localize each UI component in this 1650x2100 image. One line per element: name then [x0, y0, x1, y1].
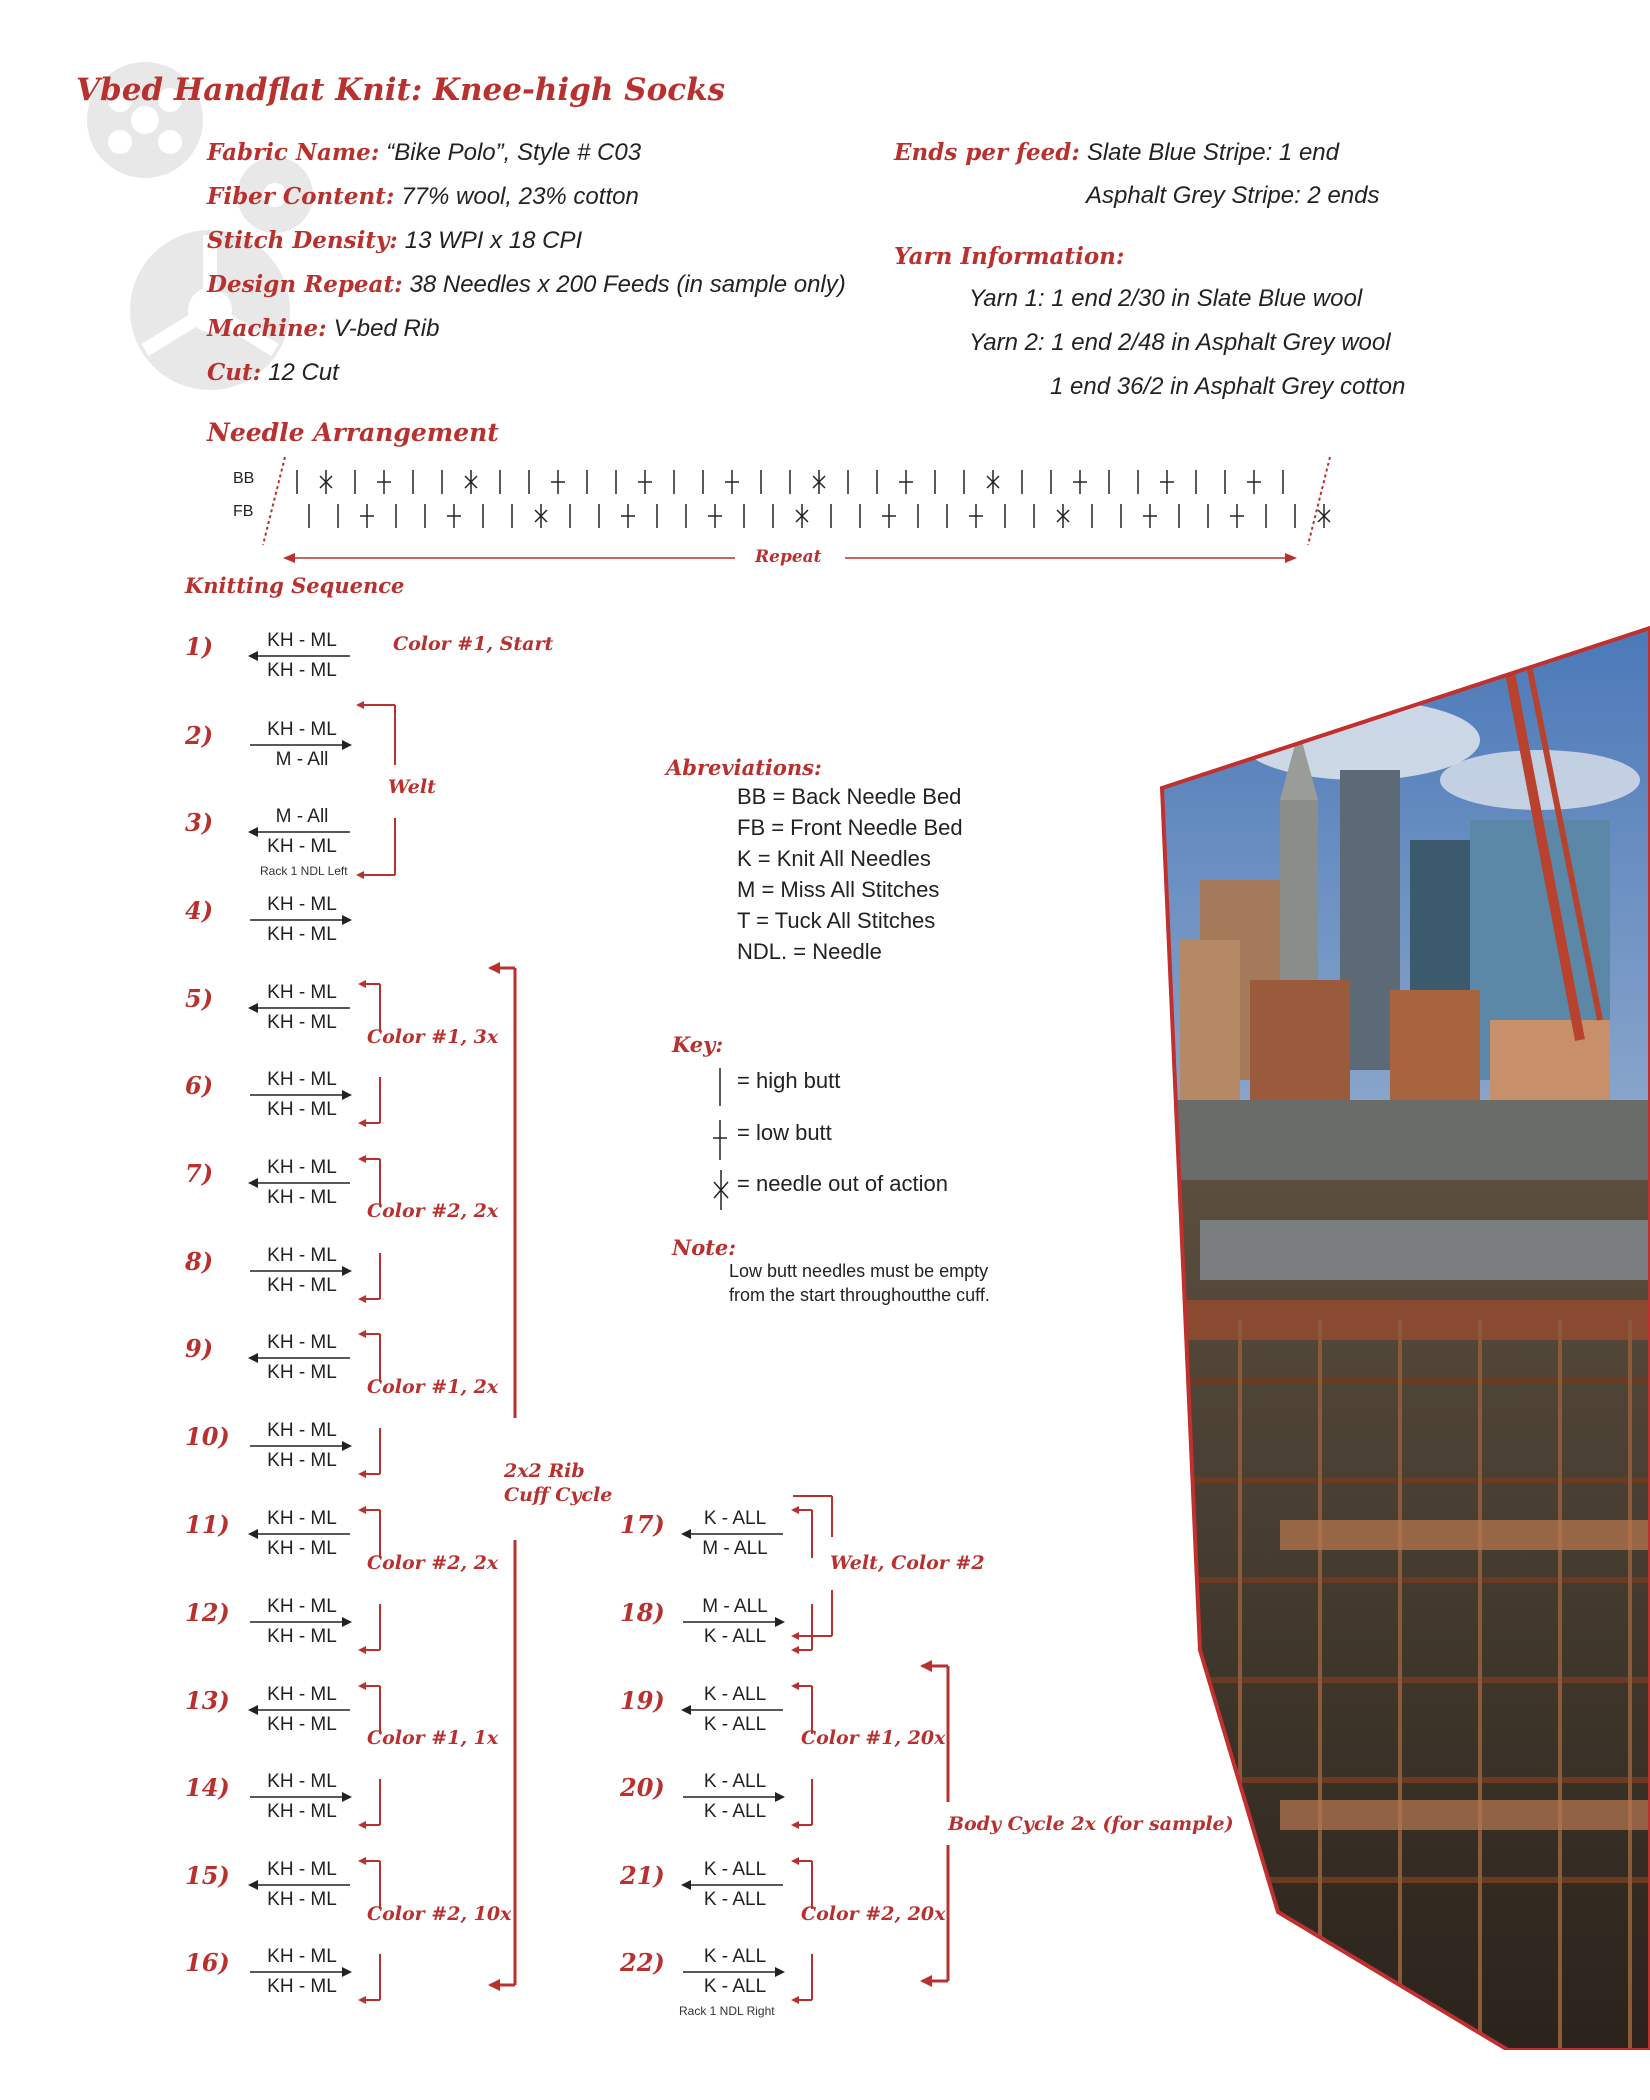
step-top-operation: KH - ML	[267, 1157, 337, 1178]
label-color2-10x: Color #2, 10x	[367, 1903, 512, 1925]
step-number: 16)	[185, 1948, 230, 1977]
step-top-operation: KH - ML	[267, 1771, 337, 1792]
step-number: 9)	[185, 1334, 214, 1363]
step-top-operation: KH - ML	[267, 719, 337, 740]
yarn-heading: Yarn Information:	[894, 243, 1125, 270]
key-high-butt: = high butt	[737, 1068, 841, 1093]
abbreviation-item: BB = Back Needle Bed	[737, 784, 962, 809]
label-color1-3x: Color #1, 3x	[367, 1026, 499, 1048]
step-number: 22)	[620, 1948, 665, 1977]
page-title: Vbed Handflat Knit: Knee-high Socks	[76, 72, 726, 108]
step-bottom-operation: KH - ML	[267, 1450, 337, 1471]
step-number: 7)	[185, 1159, 214, 1188]
yarn-line-2: Yarn 2: 1 end 2/48 in Asphalt Grey wool	[969, 329, 1391, 356]
step-bottom-operation: KH - ML	[267, 836, 337, 857]
step-bottom-operation: KH - ML	[267, 1976, 337, 1997]
label-body-cycle: Body Cycle 2x (for sample)	[948, 1813, 1234, 1835]
abbreviations-heading: Abreviations:	[666, 755, 822, 780]
key-low-butt: = low butt	[737, 1120, 832, 1145]
step-top-operation: K - ALL	[703, 1684, 767, 1705]
label-color1-start: Color #1, Start	[393, 633, 554, 655]
machine-field: Machine: V-bed Rib	[207, 315, 440, 342]
step-top-operation: KH - ML	[267, 1859, 337, 1880]
step-bottom-operation: KH - ML	[267, 924, 337, 945]
step-bottom-operation: K - ALL	[703, 1801, 767, 1822]
label-color2-20x: Color #2, 20x	[801, 1903, 946, 1925]
design-repeat-field: Design Repeat: 38 Needles x 200 Feeds (in sample only)	[207, 271, 846, 298]
step-number: 12)	[185, 1598, 230, 1627]
step-number: 15)	[185, 1861, 230, 1890]
step-number: 18)	[620, 1598, 665, 1627]
step-top-operation: K - ALL	[703, 1771, 767, 1792]
step-top-operation: K - ALL	[703, 1946, 767, 1967]
step-top-operation: KH - ML	[267, 1508, 337, 1529]
label-color1-1x: Color #1, 1x	[367, 1727, 499, 1749]
ends-per-feed-field: Ends per feed: Slate Blue Stripe: 1 end	[894, 139, 1339, 166]
label-color1-2x: Color #1, 2x	[367, 1376, 499, 1398]
key-heading: Key:	[672, 1032, 724, 1057]
label-color2-2x-b: Color #2, 2x	[367, 1552, 499, 1574]
cut-field: Cut: 12 Cut	[207, 359, 339, 386]
stitch-density-field: Stitch Density: 13 WPI x 18 CPI	[207, 227, 583, 254]
step-bottom-operation: K - ALL	[703, 1976, 767, 1997]
step-top-operation: KH - ML	[267, 1684, 337, 1705]
step-number: 2)	[185, 721, 214, 750]
key-out-of-action: = needle out of action	[737, 1171, 948, 1196]
step-bottom-operation: KH - ML	[267, 1801, 337, 1822]
label-welt-color2: Welt, Color #2	[830, 1552, 985, 1574]
note-line-1: Low butt needles must be empty	[729, 1261, 989, 1281]
step-bottom-operation: KH - ML	[267, 1626, 337, 1647]
label-cuff-cycle-2: Cuff Cycle	[504, 1484, 613, 1506]
step-top-operation: K - ALL	[703, 1508, 767, 1529]
step-number: 8)	[185, 1247, 214, 1276]
step-note: Rack 1 NDL Left	[260, 864, 348, 878]
step-number: 5)	[185, 984, 214, 1013]
out-of-action-icon	[712, 1168, 730, 1212]
step-top-operation: KH - ML	[267, 1596, 337, 1617]
step-top-operation: KH - ML	[267, 1069, 337, 1090]
step-top-operation: K - ALL	[703, 1859, 767, 1880]
step-top-operation: M - All	[275, 806, 329, 827]
step-bottom-operation: KH - ML	[267, 1275, 337, 1296]
step-number: 14)	[185, 1773, 230, 1802]
step-bottom-operation: K - ALL	[703, 1889, 767, 1910]
yarn-line-1: Yarn 1: 1 end 2/30 in Slate Blue wool	[969, 285, 1363, 312]
yarn-line-3: 1 end 36/2 in Asphalt Grey cotton	[1050, 373, 1406, 400]
note-line-2: from the start throughoutthe cuff.	[729, 1285, 990, 1305]
step-bottom-operation: KH - ML	[267, 1714, 337, 1735]
step-number: 10)	[185, 1422, 230, 1451]
step-bottom-operation: KH - ML	[267, 1538, 337, 1559]
cityscape-photo	[1160, 620, 1650, 2050]
ends-per-feed-line2: Asphalt Grey Stripe: 2 ends	[1086, 182, 1380, 209]
step-bottom-operation: K - ALL	[703, 1714, 767, 1735]
bb-label: BB	[233, 470, 255, 487]
step-number: 11)	[185, 1510, 230, 1539]
step-number: 17)	[620, 1510, 665, 1539]
note-heading: Note:	[672, 1235, 737, 1260]
step-bottom-operation: M - ALL	[702, 1538, 768, 1559]
step-top-operation: KH - ML	[267, 1332, 337, 1353]
step-number: 20)	[620, 1773, 665, 1802]
step-bottom-operation: KH - ML	[267, 1889, 337, 1910]
abbreviation-item: M = Miss All Stitches	[737, 877, 940, 902]
step-note: Rack 1 NDL Right	[679, 2004, 775, 2018]
fabric-name-field: Fabric Name: “Bike Polo”, Style # C03	[207, 139, 642, 166]
knitting-sequence-heading: Knitting Sequence	[185, 573, 405, 598]
abbreviation-item: FB = Front Needle Bed	[737, 815, 963, 840]
repeat-label: Repeat	[755, 547, 822, 567]
step-number: 19)	[620, 1686, 665, 1715]
fb-label: FB	[233, 503, 254, 520]
step-top-operation: KH - ML	[267, 1946, 337, 1967]
step-bottom-operation: M - All	[275, 749, 329, 770]
step-number: 3)	[185, 808, 214, 837]
step-top-operation: KH - ML	[267, 982, 337, 1003]
step-bottom-operation: KH - ML	[267, 1362, 337, 1383]
step-number: 13)	[185, 1686, 230, 1715]
step-bottom-operation: KH - ML	[267, 1012, 337, 1033]
step-top-operation: M - ALL	[702, 1596, 768, 1617]
step-top-operation: KH - ML	[267, 894, 337, 915]
high-butt-icon	[712, 1066, 728, 1110]
low-butt-icon	[712, 1118, 728, 1162]
step-number: 1)	[185, 632, 214, 661]
step-number: 21)	[620, 1861, 665, 1890]
label-welt: Welt	[388, 776, 436, 798]
label-cuff-cycle-1: 2x2 Rib	[504, 1460, 585, 1482]
abbreviation-item: K = Knit All Needles	[737, 846, 931, 871]
step-bottom-operation: KH - ML	[267, 660, 337, 681]
step-number: 4)	[185, 896, 214, 925]
step-top-operation: KH - ML	[267, 1245, 337, 1266]
step-bottom-operation: K - ALL	[703, 1626, 767, 1647]
step-bottom-operation: KH - ML	[267, 1187, 337, 1208]
step-top-operation: KH - ML	[267, 630, 337, 651]
abbreviation-item: T = Tuck All Stitches	[737, 908, 936, 933]
needle-arrangement-heading: Needle Arrangement	[207, 418, 499, 447]
step-number: 6)	[185, 1071, 214, 1100]
abbreviation-item: NDL. = Needle	[737, 939, 882, 964]
step-top-operation: KH - ML	[267, 1420, 337, 1441]
step-bottom-operation: KH - ML	[267, 1099, 337, 1120]
fiber-content-field: Fiber Content: 77% wool, 23% cotton	[207, 183, 639, 210]
label-color2-2x-a: Color #2, 2x	[367, 1200, 499, 1222]
label-color1-20x: Color #1, 20x	[801, 1727, 946, 1749]
